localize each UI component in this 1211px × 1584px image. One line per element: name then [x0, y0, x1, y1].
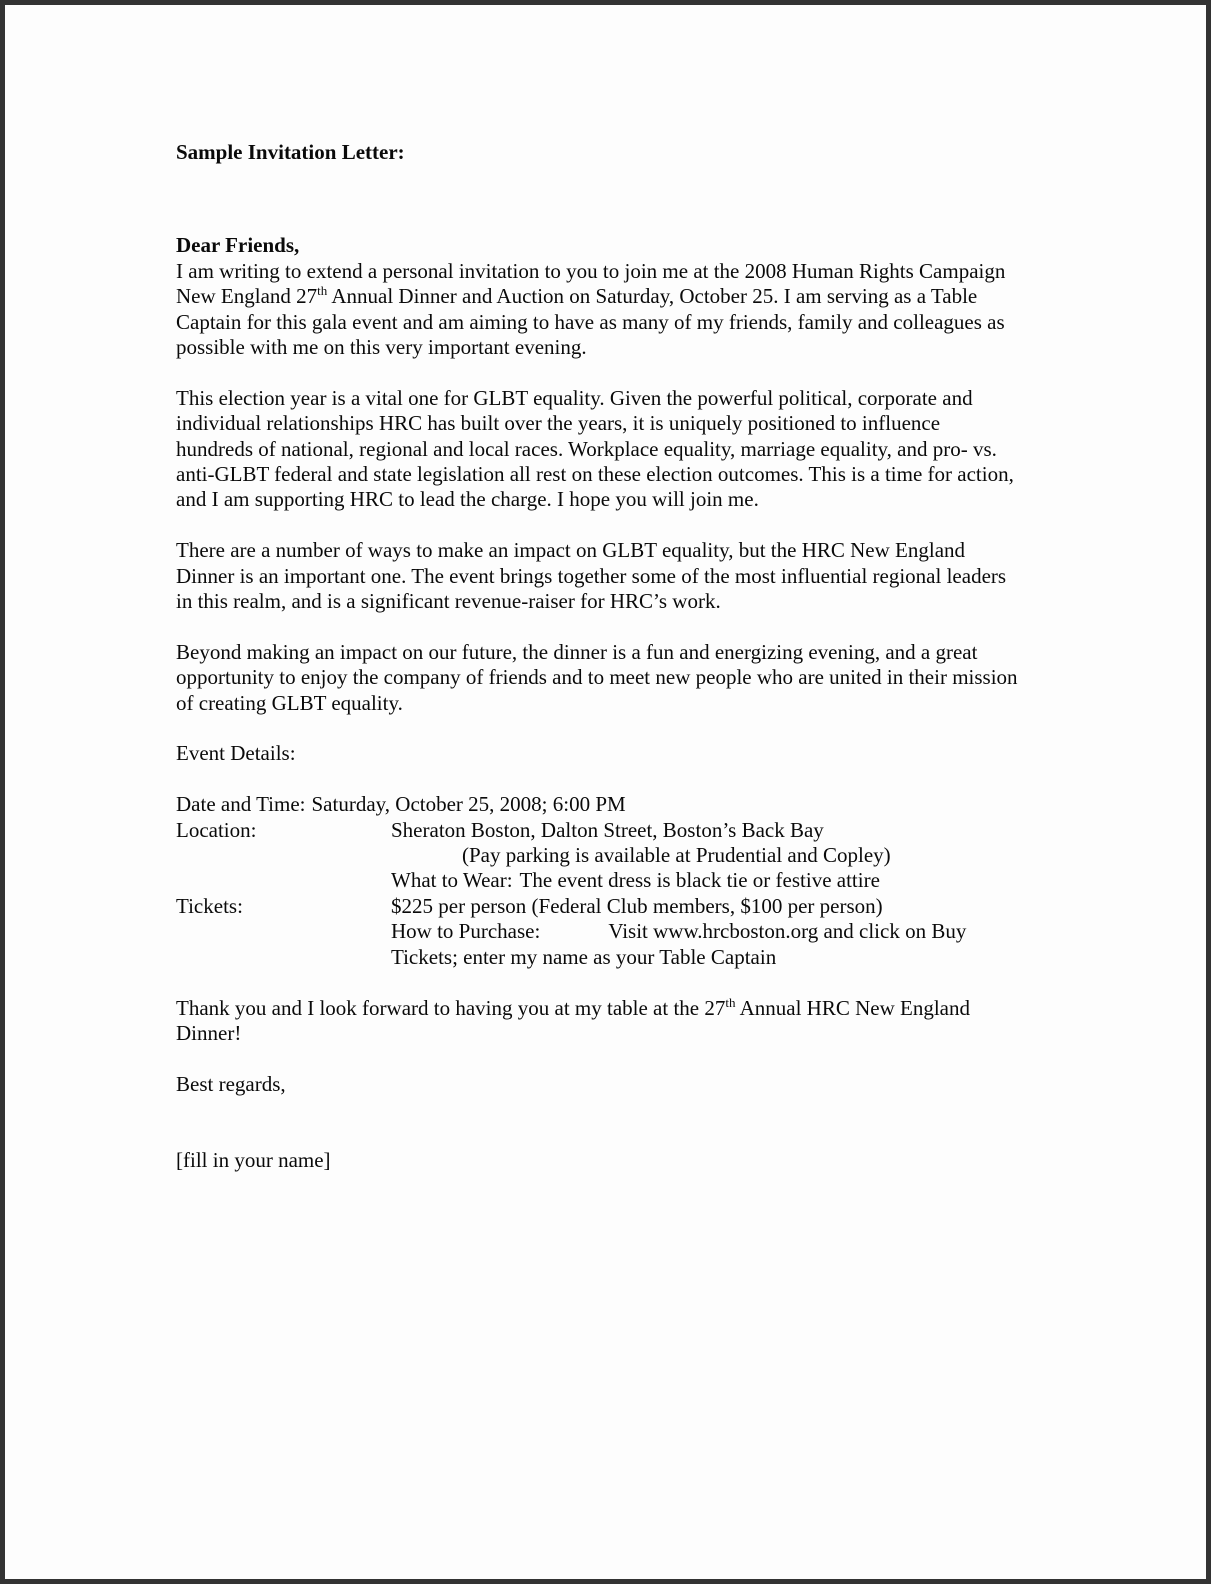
paragraph-intro	[176, 259, 1021, 361]
detail-label-location: Location:	[176, 817, 257, 842]
paragraph-thank-you-part1: Thank you and I look forward to having you at my table at the 27	[176, 995, 726, 1020]
detail-value-tickets: $225 per person (Federal Club members, $100 per person)	[391, 893, 883, 918]
event-details-block	[176, 792, 1021, 970]
spacer	[176, 614, 1021, 639]
event-details-label: Event Details:	[176, 741, 296, 766]
detail-value-date: Saturday, October 25, 2008; 6:00 PM	[311, 792, 626, 817]
detail-label-dress-code: What to Wear:	[391, 868, 513, 893]
detail-row-purchase-cont	[176, 945, 1021, 970]
spacer	[176, 1097, 1021, 1148]
sign-off: Best regards,	[176, 1071, 286, 1096]
paragraph-beyond-impact: Beyond making an impact on our future, the dinner is a fun and energizing evening, and a great opportunity to enjoy the company of friends and to meet new people who are united in their mission of creating GLBT equality.	[176, 639, 1018, 715]
detail-label-purchase: How to Purchase:	[391, 919, 541, 944]
ordinal-suffix-icon: th	[725, 994, 736, 1010]
salutation	[176, 233, 1021, 258]
salutation-text: Dear Friends,	[176, 233, 300, 258]
paragraph-thank-you	[176, 996, 1021, 1047]
detail-label-date: Date and Time:	[176, 792, 306, 817]
detail-gap-spacer	[513, 868, 520, 893]
spacer	[176, 360, 1021, 385]
ordinal-suffix-icon: th	[317, 283, 328, 299]
detail-row-purchase	[176, 919, 1021, 944]
signature-placeholder: [fill in your name]	[176, 1147, 331, 1172]
detail-row-parking	[176, 843, 1021, 868]
paragraph-election-year: This election year is a vital one for GLBT equality. Given the powerful political, corporate and individual relationships HRC has built over the years, it is uniquely positioned to influence hundreds of national, regional and local races. Workplace equality, marriage equality, and pro- vs. anti-GLBT federal and state legislation all rest on these election outcomes. This is a time for action, and I am supporting HRC to lead the charge. I hope you will join me.	[176, 385, 1014, 512]
spacer	[176, 513, 1021, 538]
spacer	[176, 970, 1021, 995]
detail-value-location: Sheraton Boston, Dalton Street, Boston’s Back Bay	[391, 817, 824, 842]
detail-value-purchase-line2: Tickets; enter my name as your Table Captain	[391, 944, 777, 969]
paragraph-intro-part1: I am writing to extend a personal invitation to you to join me at the 2008 Human Rights Campaign New England 27	[176, 258, 1006, 309]
detail-row-dress-code	[176, 868, 1021, 893]
detail-value-parking: (Pay parking is available at Prudential and Copley)	[462, 843, 891, 868]
spacer	[176, 767, 1021, 792]
paragraph-thank-you-part2: Annual HRC New England Dinner!	[176, 995, 970, 1045]
detail-row-date	[176, 792, 1021, 817]
letter-body	[176, 140, 1021, 1173]
detail-row-location	[176, 818, 1021, 843]
detail-value-purchase-line1: Visit www.hrcboston.org and click on Buy	[608, 919, 967, 944]
spacer	[176, 165, 1021, 233]
page-title: Sample Invitation Letter:	[176, 140, 405, 164]
paragraph-impact-ways: There are a number of ways to make an impact on GLBT equality, but the HRC New England Dinner is an important one. The event brings together some of the most influential regional leaders in this realm, and is a significant revenue-raiser for HRC’s work.	[176, 538, 1007, 614]
spacer	[176, 716, 1021, 741]
detail-row-tickets	[176, 894, 1021, 919]
paragraph-intro-part2: Annual Dinner and Auction on Saturday, October 25. I am serving as a Table Captain for this gala event and am aiming to have as many of my friends, family and colleagues as possible with me on this very important evening.	[176, 284, 1005, 360]
spacer	[176, 1046, 1021, 1071]
detail-label-tickets: Tickets:	[176, 893, 243, 918]
detail-value-dress-code: The event dress is black tie or festive attire	[519, 868, 880, 893]
